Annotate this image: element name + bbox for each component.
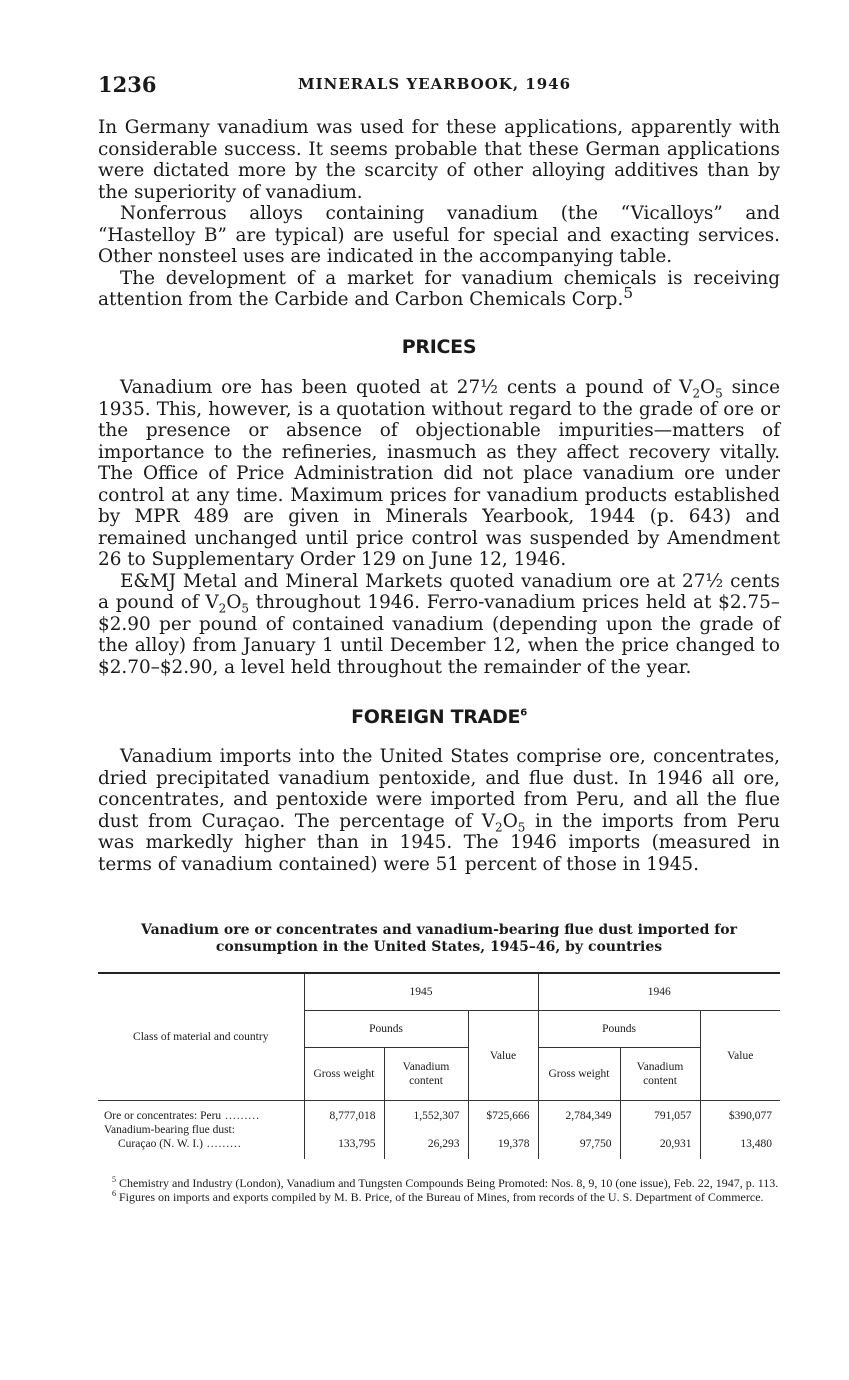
row-label-line-2: Curaçao (N. W. I.) ..... — [118, 1138, 242, 1150]
table-row — [98, 1101, 780, 1124]
col-header-vcontent-1945: Vanadium content — [384, 1048, 468, 1101]
imports-table — [98, 972, 780, 1159]
col-header-gross-1945: Gross weight — [304, 1048, 384, 1101]
row-label-line-1: Vanadium-bearing flue dust: — [104, 1124, 235, 1136]
intro-section — [98, 117, 780, 311]
intro-paragraph-2: Nonferrous alloys containing vanadium (the “Vicalloys” and “Hastelloy B” are typical) are useful for special and exacting services. Other nonsteel uses are indicated in the accompanying table. — [98, 203, 780, 267]
cell-value-1945: $725,666 — [468, 1101, 538, 1124]
col-header-vcontent-1946: Vanadium content — [620, 1048, 700, 1101]
prices-section — [98, 377, 780, 678]
cell-value-1946: $390,077 — [700, 1101, 780, 1124]
cell-gross-1945: 133,795 — [304, 1123, 384, 1159]
cell-gross-1945: 8,777,018 — [304, 1101, 384, 1124]
col-header-value-1946: Value — [700, 1011, 780, 1101]
cell-vcontent-1946: 791,057 — [620, 1101, 700, 1124]
footnote-5: $^5$ Chemistry and Industry (London), Vanadium and Tungsten Compounds Being Promoted: Nos. 8, 9, 10 (one issue), Feb. 22, 1947, p. 113. — [112, 1175, 779, 1190]
table-row — [98, 1123, 780, 1159]
prices-heading: PRICES — [401, 336, 477, 358]
prices-paragraph-1: Vanadium ore has been quoted at 27½ cents a pound of $V_2O_5$ since 1935. This, however, is a quotation without regard to the grade of ore or the presence or absence of objectionable impurities—matters of importance to the refineries, inasmuch as they affect recovery vitally. The Office of Price Administration did not place vanadium ore under control at any time. Maximum prices for vanadium products established by MPR 489 are given in Minerals Yearbook, 1944 (p. 643) and remained unchanged until price control was suspended by Amendment 26 to Supplementary Order 129 on June 12, 1946. — [98, 377, 780, 570]
footnote-6: $^6$ Figures on imports and exports compiled by M. B. Price, of the Bureau of Mines, from records of the U. S. Department of Commerce. — [112, 1189, 764, 1204]
col-header-year-1946: 1946 — [538, 973, 780, 1011]
col-header-value-1945: Value — [468, 1011, 538, 1101]
footnote-ref-5: 5 — [623, 283, 634, 302]
col-header-year-1945: 1945 — [304, 973, 538, 1011]
intro-paragraph-1: In Germany vanadium was used for these applications, apparently with considerable success. It seems probable that these German applications were dictated more by the scarcity of other alloying additives than by the superiority of vanadium. — [98, 117, 780, 203]
row-label: Ore or concentrates: Peru ..... — [104, 1110, 260, 1122]
cell-value-1946: 13,480 — [700, 1123, 780, 1159]
page-header — [98, 72, 778, 98]
running-title: MINERALS YEARBOOK, 1946 — [298, 75, 572, 93]
col-header-class: Class of material and country — [98, 973, 304, 1101]
cell-value-1945: 19,378 — [468, 1123, 538, 1159]
cell-gross-1946: 97,750 — [538, 1123, 620, 1159]
cell-gross-1946: 2,784,349 — [538, 1101, 620, 1124]
col-header-pounds-1945: Pounds — [304, 1011, 468, 1048]
foreign-trade-section — [98, 746, 780, 875]
col-header-pounds-1946: Pounds — [538, 1011, 700, 1048]
intro-paragraph-3: The development of a market for vanadium chemicals is receiving attention from the Carbide and Carbon Chemicals Corp.$^5$ — [98, 267, 780, 310]
footnote-ref-6: 6 — [520, 707, 527, 719]
foreign-trade-paragraph: Vanadium imports into the United States comprise ore, concentrates, dried precipitated vanadium pentoxide, and flue dust. In 1946 all ore, concentrates, and pentoxide were imported from Peru, and all the flue dust from Curaçao. The percentage of $V_2O_5$ in the imports from Peru was markedly higher than in 1945. The 1946 imports (measured in terms of vanadium contained) were 51 percent of those in 1945. — [98, 746, 780, 875]
foreign-trade-heading: FOREIGN TRADE$^6$ — [351, 706, 527, 728]
col-header-gross-1946: Gross weight — [538, 1048, 620, 1101]
footnotes — [98, 1176, 780, 1204]
table-title: Vanadium ore or concentrates and vanadium-bearing flue dust imported for consumption in the United States, 1945–46, by countries — [141, 922, 737, 955]
cell-vcontent-1945: 26,293 — [384, 1123, 468, 1159]
prices-paragraph-2: E&MJ Metal and Mineral Markets quoted vanadium ore at 27½ cents a pound of $V_2O_5$ throughout 1946. Ferro-vanadium prices held at $2.75–$2.90 per pound of contained vanadium (depending upon the grade of the alloy) from January 1 until December 12, when the price changed to $2.70–$2.90, a level held throughout the remainder of the year. — [98, 570, 780, 678]
cell-vcontent-1945: 1,552,307 — [384, 1101, 468, 1124]
cell-vcontent-1946: 20,931 — [620, 1123, 700, 1159]
page-number: 1236 — [98, 72, 157, 97]
